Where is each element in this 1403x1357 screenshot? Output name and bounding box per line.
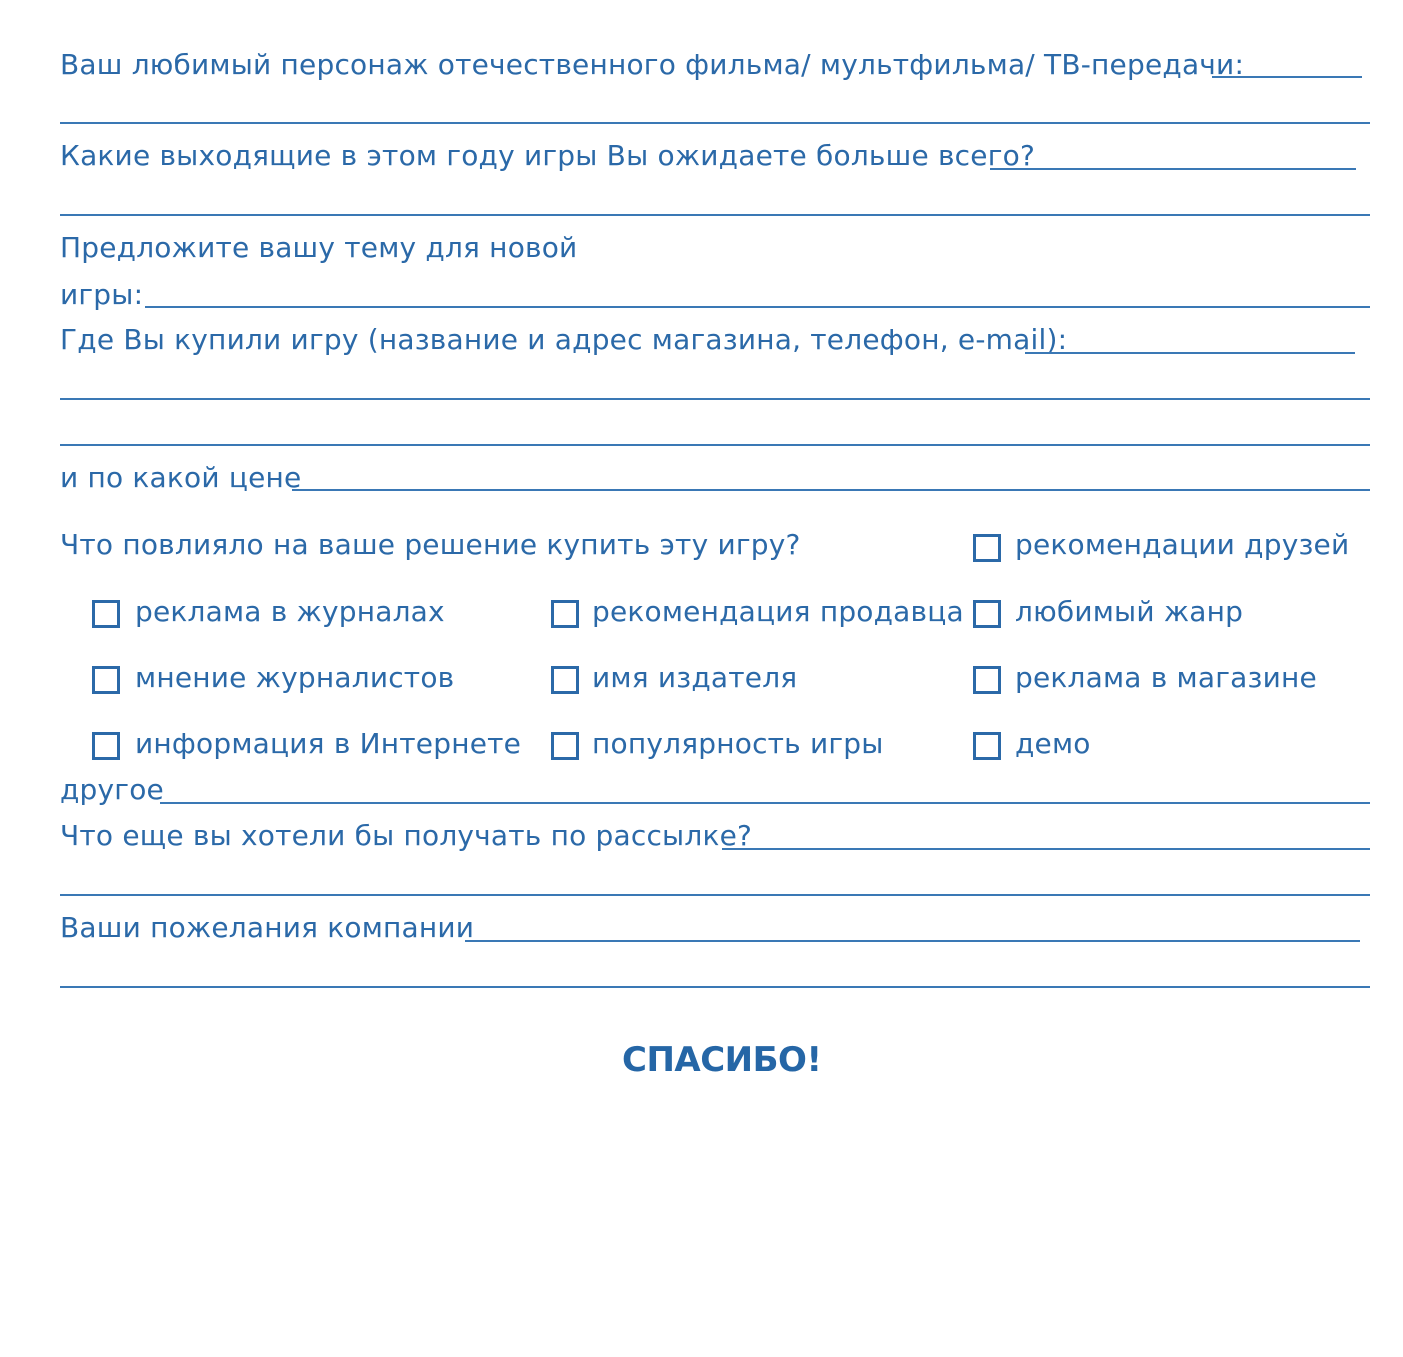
option-label-seller-recommendation: рекомендация продавца [592, 595, 964, 628]
checkbox-seller-recommendation[interactable] [551, 600, 579, 628]
answer-line-price[interactable] [292, 489, 1370, 491]
answer-line-where-1[interactable] [1025, 352, 1355, 354]
thanks-heading: СПАСИБО! [622, 1040, 822, 1080]
answer-line-character-2[interactable] [60, 122, 1370, 124]
checkbox-store-ads[interactable] [973, 666, 1001, 694]
question-game-theme-line2: игры: [60, 278, 144, 311]
question-other: другое [60, 773, 164, 806]
checkbox-internet-info[interactable] [92, 732, 120, 760]
answer-line-theme[interactable] [145, 306, 1370, 308]
checkbox-favorite-genre[interactable] [973, 600, 1001, 628]
checkbox-friends-recommendation[interactable] [973, 534, 1001, 562]
option-label-friends-recommendation: рекомендации друзей [1015, 528, 1350, 561]
option-label-internet-info: информация в Интернете [135, 727, 522, 760]
option-label-journalists-opinion: мнение журналистов [135, 661, 455, 694]
answer-line-expected-2[interactable] [60, 214, 1370, 216]
answer-line-expected-1[interactable] [990, 168, 1356, 170]
checkbox-game-popularity[interactable] [551, 732, 579, 760]
question-favorite-character: Ваш любимый персонаж отечественного фильма/ мультфильма/ ТВ-передачи: [60, 48, 1245, 81]
question-wishes: Ваши пожелания компании [60, 911, 475, 944]
answer-line-where-2[interactable] [60, 398, 1370, 400]
answer-line-newsletter-2[interactable] [60, 894, 1370, 896]
option-label-store-ads: реклама в магазине [1015, 661, 1317, 694]
checkbox-demo[interactable] [973, 732, 1001, 760]
answer-line-wishes-1[interactable] [465, 940, 1360, 942]
question-influence: Что повлияло на ваше решение купить эту игру? [60, 528, 801, 561]
option-label-magazine-ads: реклама в журналах [135, 595, 445, 628]
answer-line-wishes-2[interactable] [60, 986, 1370, 988]
question-game-theme-line1: Предложите вашу тему для новой [60, 231, 578, 264]
answer-line-other[interactable] [160, 802, 1370, 804]
option-label-publisher-name: имя издателя [592, 661, 798, 694]
option-label-favorite-genre: любимый жанр [1015, 595, 1244, 628]
question-newsletter: Что еще вы хотели бы получать по рассылке? [60, 819, 753, 852]
option-label-demo: демо [1015, 727, 1091, 760]
checkbox-magazine-ads[interactable] [92, 600, 120, 628]
answer-line-newsletter-1[interactable] [722, 848, 1370, 850]
question-where-bought: Где Вы купили игру (название и адрес магазина, телефон, e-mail): [60, 323, 1068, 356]
checkbox-journalists-opinion[interactable] [92, 666, 120, 694]
option-label-game-popularity: популярность игры [592, 727, 884, 760]
question-expected-games: Какие выходящие в этом году игры Вы ожидаете больше всего? [60, 139, 1036, 172]
answer-line-where-3[interactable] [60, 444, 1370, 446]
checkbox-publisher-name[interactable] [551, 666, 579, 694]
answer-line-character-1[interactable] [1212, 76, 1362, 78]
question-price: и по какой цене [60, 461, 302, 494]
